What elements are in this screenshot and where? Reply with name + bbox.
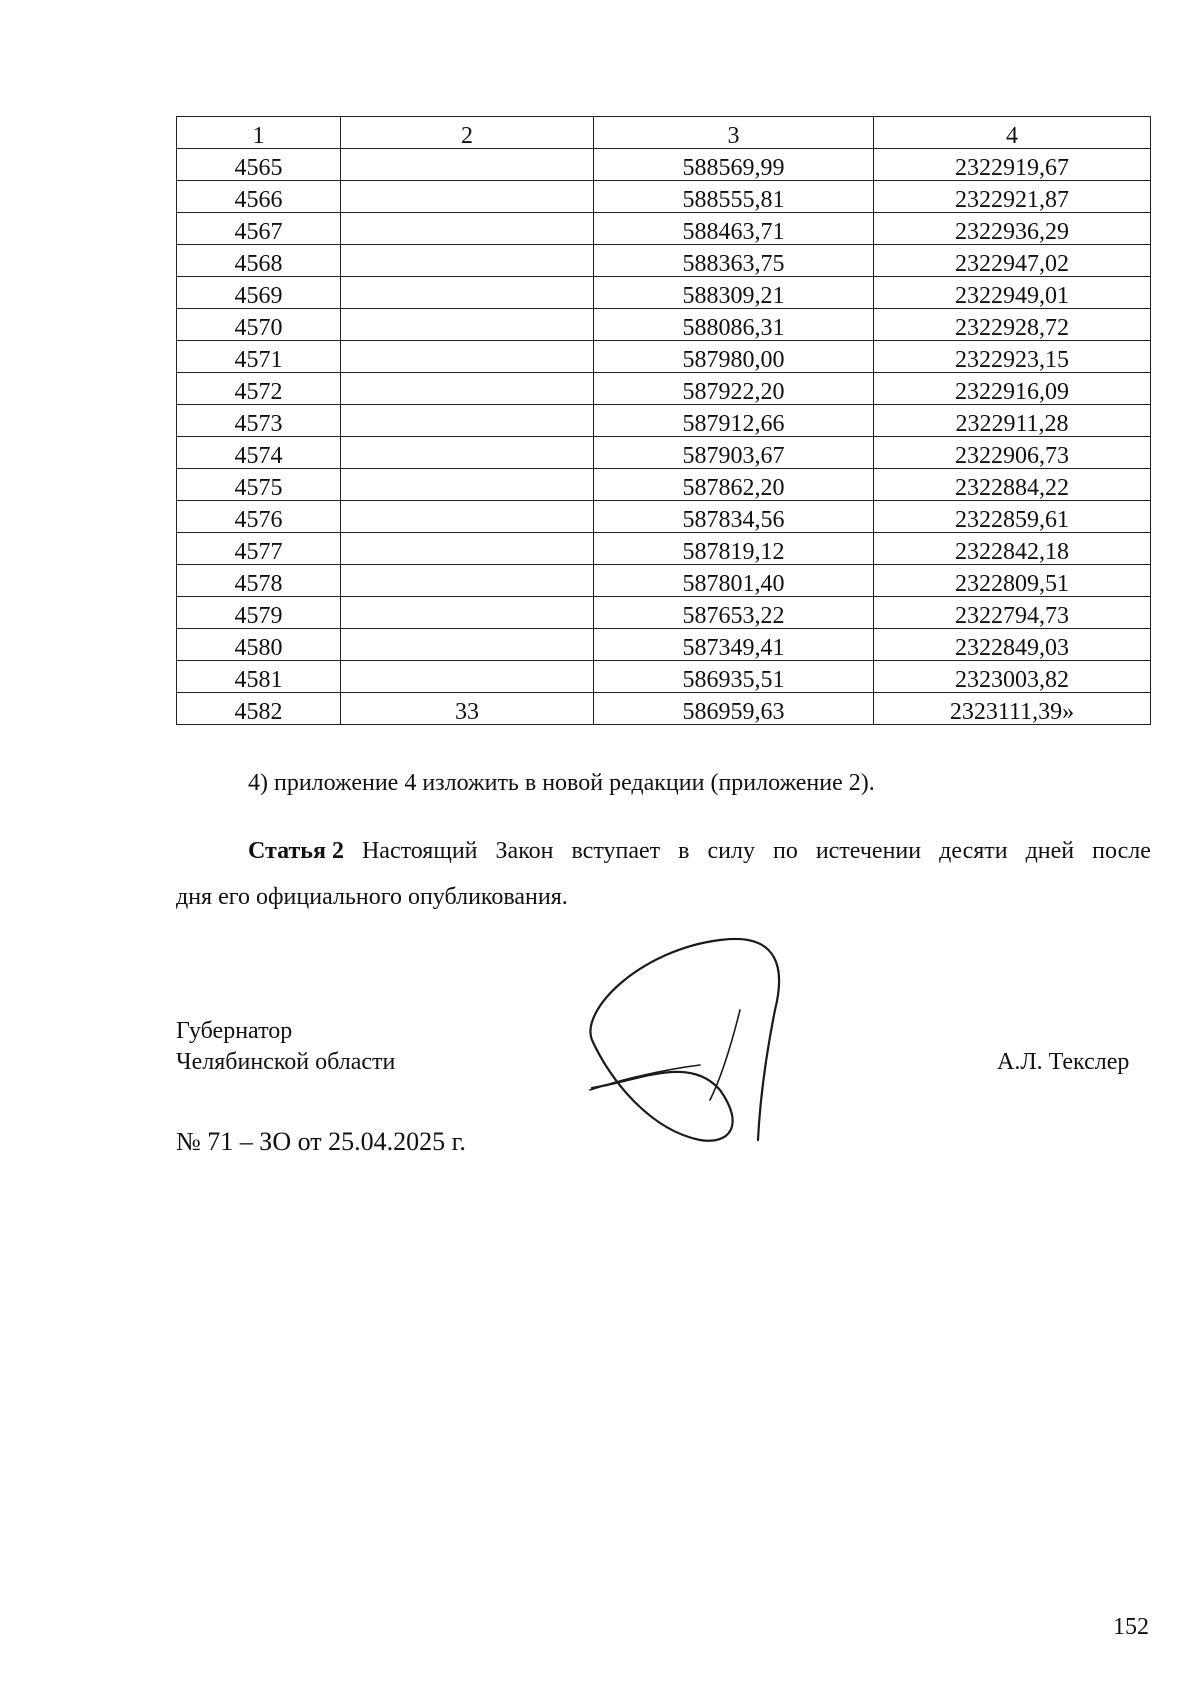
table-cell: 588463,71 [594,213,874,245]
table-cell: 2322919,67 [874,149,1151,181]
table-cell: 587980,00 [594,341,874,373]
article-word: силу [707,838,755,864]
table-cell: 587653,22 [594,597,874,629]
table-cell: 587834,56 [594,501,874,533]
handwritten-signature [580,930,800,1150]
table-cell [341,565,594,597]
table-row [177,309,1151,341]
table-cell: 4569 [177,277,341,309]
table-cell [341,597,594,629]
article-word: Закон [495,838,554,864]
article-word: по [772,838,798,864]
table-cell: 4582 [177,693,341,725]
region-title: Челябинской области [176,1049,396,1075]
table-cell: 4574 [177,437,341,469]
table-cell [341,629,594,661]
table-cell: 4573 [177,405,341,437]
governor-title: Губернатор [176,1018,293,1044]
table-cell: 4572 [177,373,341,405]
table-cell [341,501,594,533]
table-cell [341,469,594,501]
table-cell: 586959,63 [594,693,874,725]
article-word: десяти [939,838,1008,864]
table-cell: 587903,67 [594,437,874,469]
table-row [177,437,1151,469]
table-cell: 4580 [177,629,341,661]
table-row [177,629,1151,661]
article-word: дней [1025,838,1075,864]
table-row [177,405,1151,437]
table-cell [341,245,594,277]
article-word: после [1092,838,1151,864]
table-row [177,693,1151,725]
item-4-text: 4) приложение 4 изложить в новой редакции (приложение 2). [248,770,875,796]
table-cell: 4565 [177,149,341,181]
table-cell [341,181,594,213]
article-word: истечении [815,838,922,864]
table-row [177,181,1151,213]
table-row [177,565,1151,597]
table-row [177,341,1151,373]
table-cell: 2322911,28 [874,405,1151,437]
table-cell: 586935,51 [594,661,874,693]
table-cell: 2322921,87 [874,181,1151,213]
table-cell: 4575 [177,469,341,501]
column-header: 4 [874,117,1151,149]
article-2-line-2: дня его официального опубликования. [176,884,568,910]
table-cell: 2322947,02 [874,245,1151,277]
table-cell: 2322906,73 [874,437,1151,469]
table-cell [341,149,594,181]
table-cell: 2322936,29 [874,213,1151,245]
table-cell [341,405,594,437]
table-cell [341,373,594,405]
table-cell: 2322916,09 [874,373,1151,405]
table-row [177,213,1151,245]
page-number: 152 [1113,1614,1149,1640]
column-header: 2 [341,117,594,149]
table-cell: 588569,99 [594,149,874,181]
table-cell: 4567 [177,213,341,245]
article-2-line-1 [248,838,1151,865]
table-cell: 2322794,73 [874,597,1151,629]
table-row [177,533,1151,565]
table-cell: 2323111,39» [874,693,1151,725]
table-row [177,277,1151,309]
article-word: Настоящий [361,838,478,864]
table-cell [341,213,594,245]
table-cell: 2323003,82 [874,661,1151,693]
table-cell: 2322923,15 [874,341,1151,373]
table-cell: 588309,21 [594,277,874,309]
table-cell: 2322928,72 [874,309,1151,341]
table-row [177,661,1151,693]
table-cell: 2322842,18 [874,533,1151,565]
table-cell: 4571 [177,341,341,373]
table-cell: 4576 [177,501,341,533]
table-cell: 4578 [177,565,341,597]
table-row [177,149,1151,181]
table-cell: 587801,40 [594,565,874,597]
table-cell: 587349,41 [594,629,874,661]
table-cell: 587862,20 [594,469,874,501]
table-cell: 2322809,51 [874,565,1151,597]
table-cell: 588555,81 [594,181,874,213]
table-cell: 2322884,22 [874,469,1151,501]
table-cell [341,437,594,469]
table-cell [341,277,594,309]
table-cell: 4570 [177,309,341,341]
signatory-name: А.Л. Текслер [997,1049,1130,1075]
column-header: 3 [594,117,874,149]
table-cell: 4566 [177,181,341,213]
table-cell [341,661,594,693]
coordinates-table [176,116,1151,725]
table-cell [341,341,594,373]
table-header-row [177,117,1151,149]
table-cell [341,309,594,341]
table-cell: 588086,31 [594,309,874,341]
table-cell: 587922,20 [594,373,874,405]
table-cell: 4579 [177,597,341,629]
table-row [177,501,1151,533]
table-cell: 33 [341,693,594,725]
table-cell: 4577 [177,533,341,565]
table-cell [341,533,594,565]
law-number: № 71 – ЗО от 25.04.2025 г. [176,1127,466,1156]
table-row [177,373,1151,405]
table-cell: 588363,75 [594,245,874,277]
table-cell: 2322859,61 [874,501,1151,533]
table-row [177,469,1151,501]
article-label: Статья 2 [248,838,344,864]
table-row [177,597,1151,629]
table-cell: 4581 [177,661,341,693]
table-cell: 4568 [177,245,341,277]
table-cell: 587912,66 [594,405,874,437]
table-cell: 2322849,03 [874,629,1151,661]
table-cell: 2322949,01 [874,277,1151,309]
table-row [177,245,1151,277]
table-cell: 587819,12 [594,533,874,565]
column-header: 1 [177,117,341,149]
article-word: вступает [571,838,661,864]
article-word: в [678,838,690,864]
